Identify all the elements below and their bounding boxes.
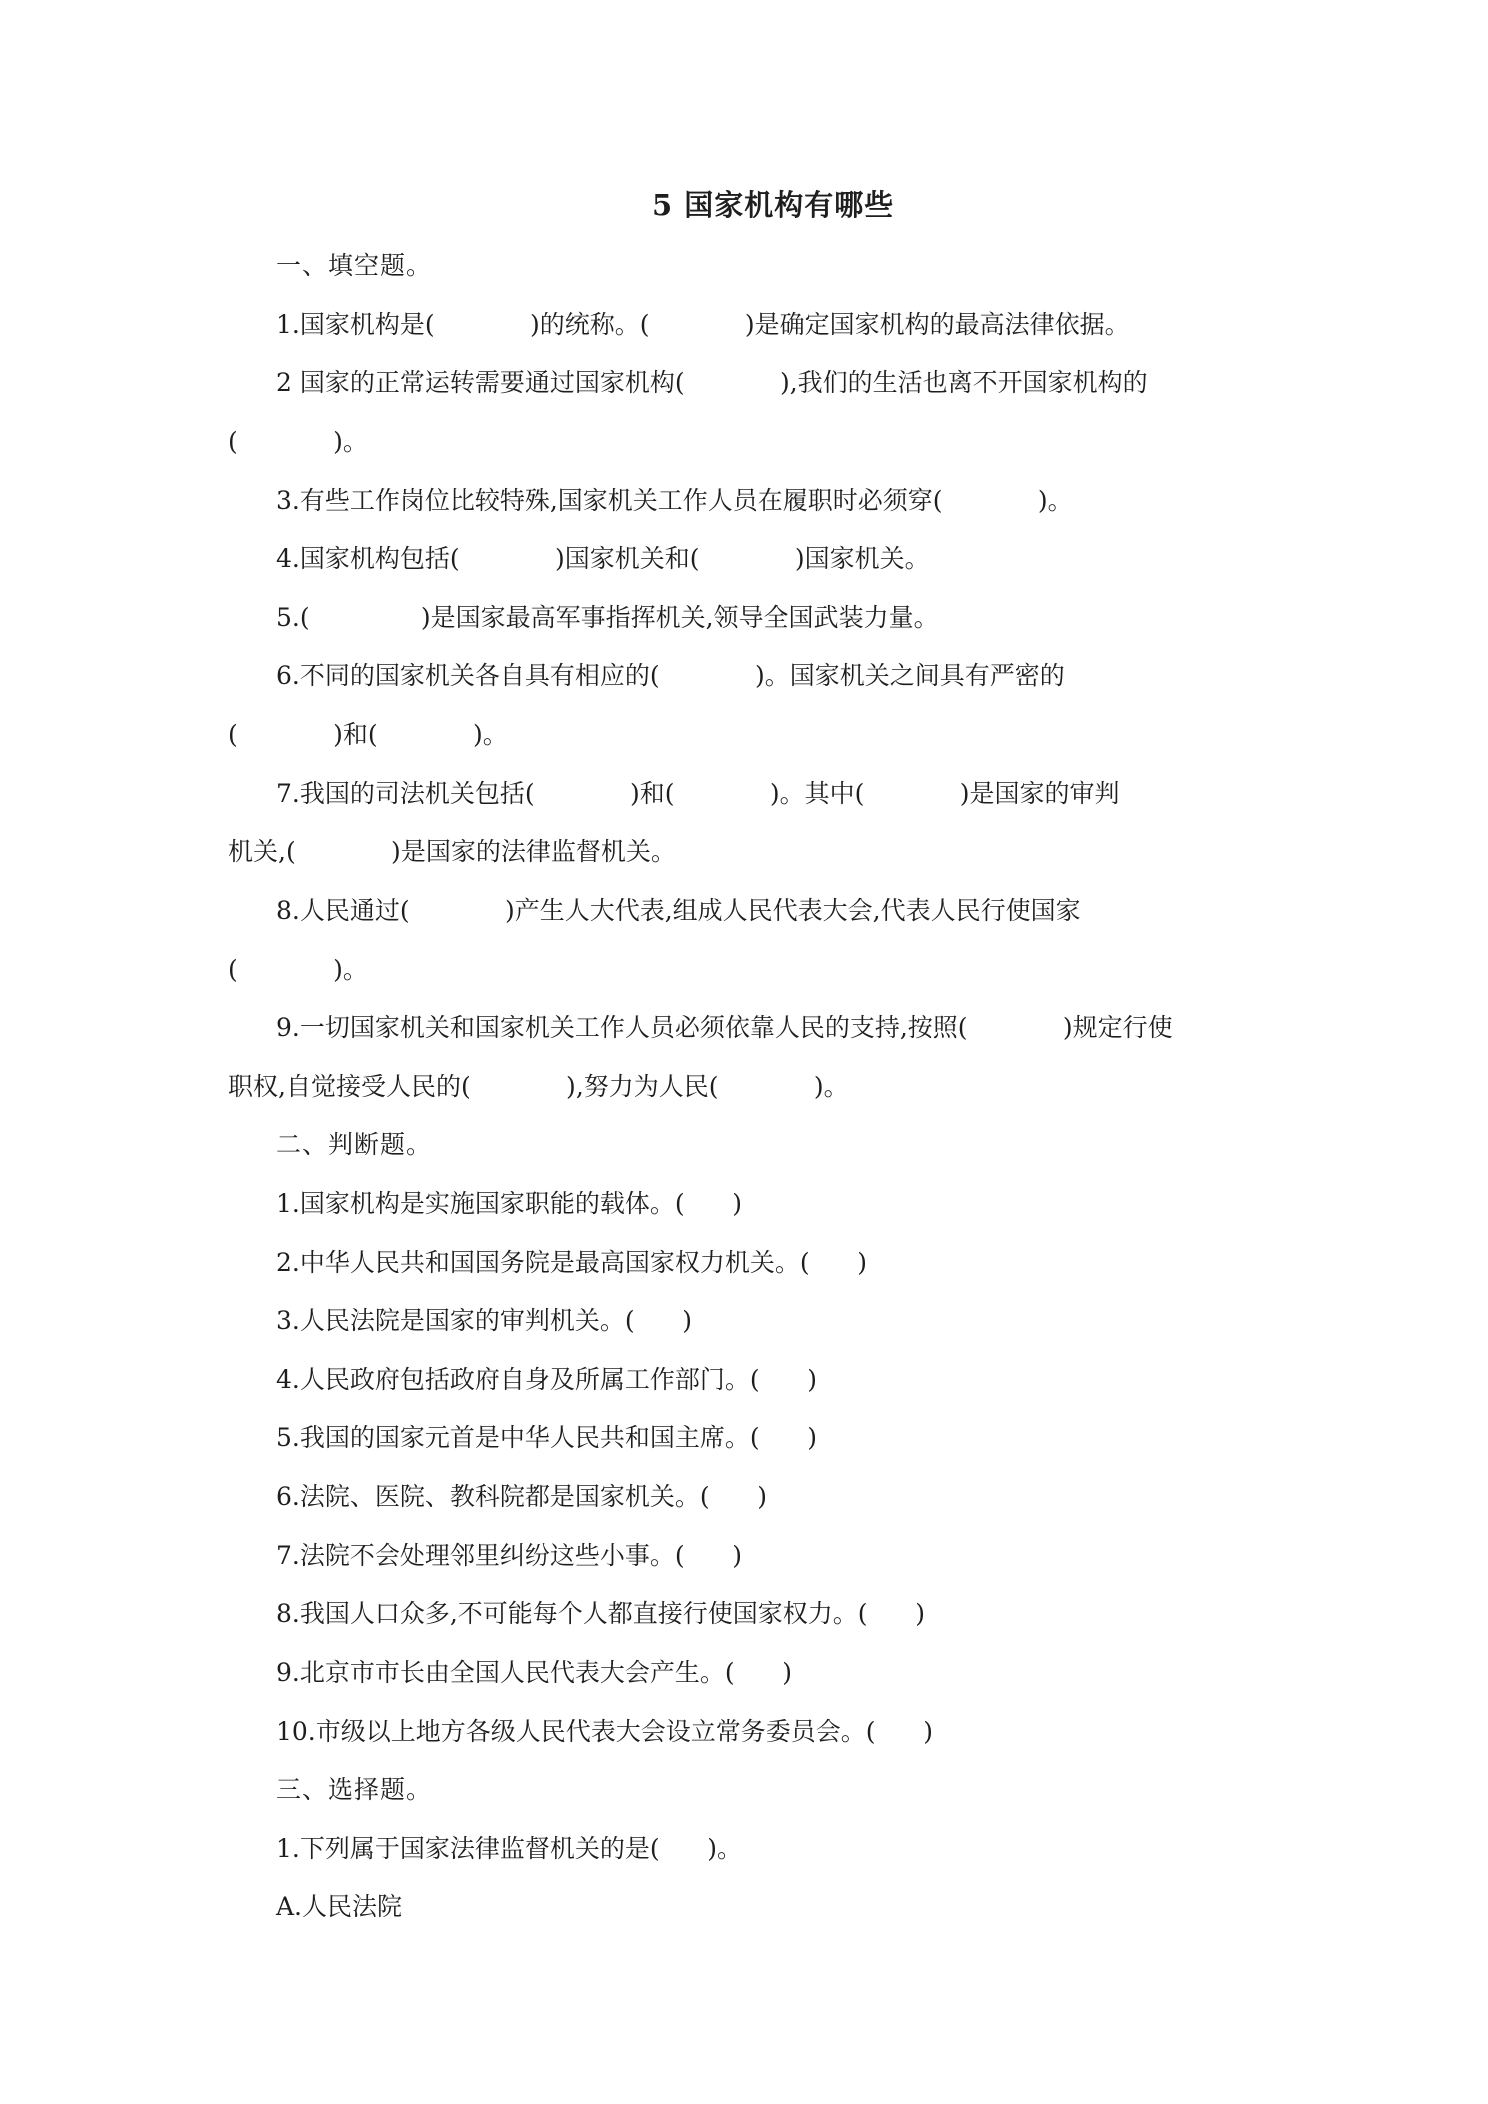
question-line: ( )。 [228,427,368,456]
question-line: 1.下列属于国家法律监督机关的是( )。 [276,1834,743,1863]
section-heading-choice: 三、选择题。 [276,1775,433,1804]
question-line: 10.市级以上地方各级人民代表大会设立常务委员会。( ) [276,1717,933,1746]
question-line: 5.( )是国家最高军事指挥机关,领导全国武装力量。 [276,603,939,632]
question-line: 9.一切国家机关和国家机关工作人员必须依靠人民的支持,按照( )规定行使 [276,1013,1173,1042]
question-line: 9.北京市市长由全国人民代表大会产生。( ) [276,1658,793,1687]
page-title: 5 国家机构有哪些 [652,188,895,222]
answer-option: A.人民法院 [276,1892,403,1921]
question-line: 8.人民通过( )产生人大代表,组成人民代表大会,代表人民行使国家 [276,896,1081,925]
question-line: 机关,( )是国家的法律监督机关。 [228,837,676,866]
question-line: 6.不同的国家机关各自具有相应的( )。国家机关之间具有严密的 [276,661,1065,690]
question-line: 4.人民政府包括政府自身及所属工作部门。( ) [276,1365,818,1394]
question-line: 2 国家的正常运转需要通过国家机构( ),我们的生活也离不开国家机构的 [276,368,1148,397]
section-heading-judge: 二、判断题。 [276,1130,433,1159]
question-line: ( )。 [228,955,368,984]
question-line: 1.国家机构是( )的统称。( )是确定国家机构的最高法律依据。 [276,310,1130,339]
question-line: 8.我国人口众多,不可能每个人都直接行使国家权力。( ) [276,1599,925,1628]
section-heading-fill: 一、填空题。 [276,251,433,280]
question-line: 4.国家机构包括( )国家机关和( )国家机关。 [276,544,930,573]
question-line: 6.法院、医院、教科院都是国家机关。( ) [276,1482,768,1511]
question-line: 3.有些工作岗位比较特殊,国家机关工作人员在履职时必须穿( )。 [276,486,1073,515]
question-line: 7.我国的司法机关包括( )和( )。其中( )是国家的审判 [276,779,1120,808]
question-line: 5.我国的国家元首是中华人民共和国主席。( ) [276,1423,818,1452]
question-line: 1.国家机构是实施国家职能的载体。( ) [276,1189,743,1218]
question-line: 7.法院不会处理邻里纠纷这些小事。( ) [276,1541,743,1570]
question-line: ( )和( )。 [228,720,508,749]
question-line: 职权,自觉接受人民的( ),努力为人民( )。 [228,1072,849,1101]
question-line: 2.中华人民共和国国务院是最高国家权力机关。( ) [276,1248,868,1277]
question-line: 3.人民法院是国家的审判机关。( ) [276,1306,693,1335]
